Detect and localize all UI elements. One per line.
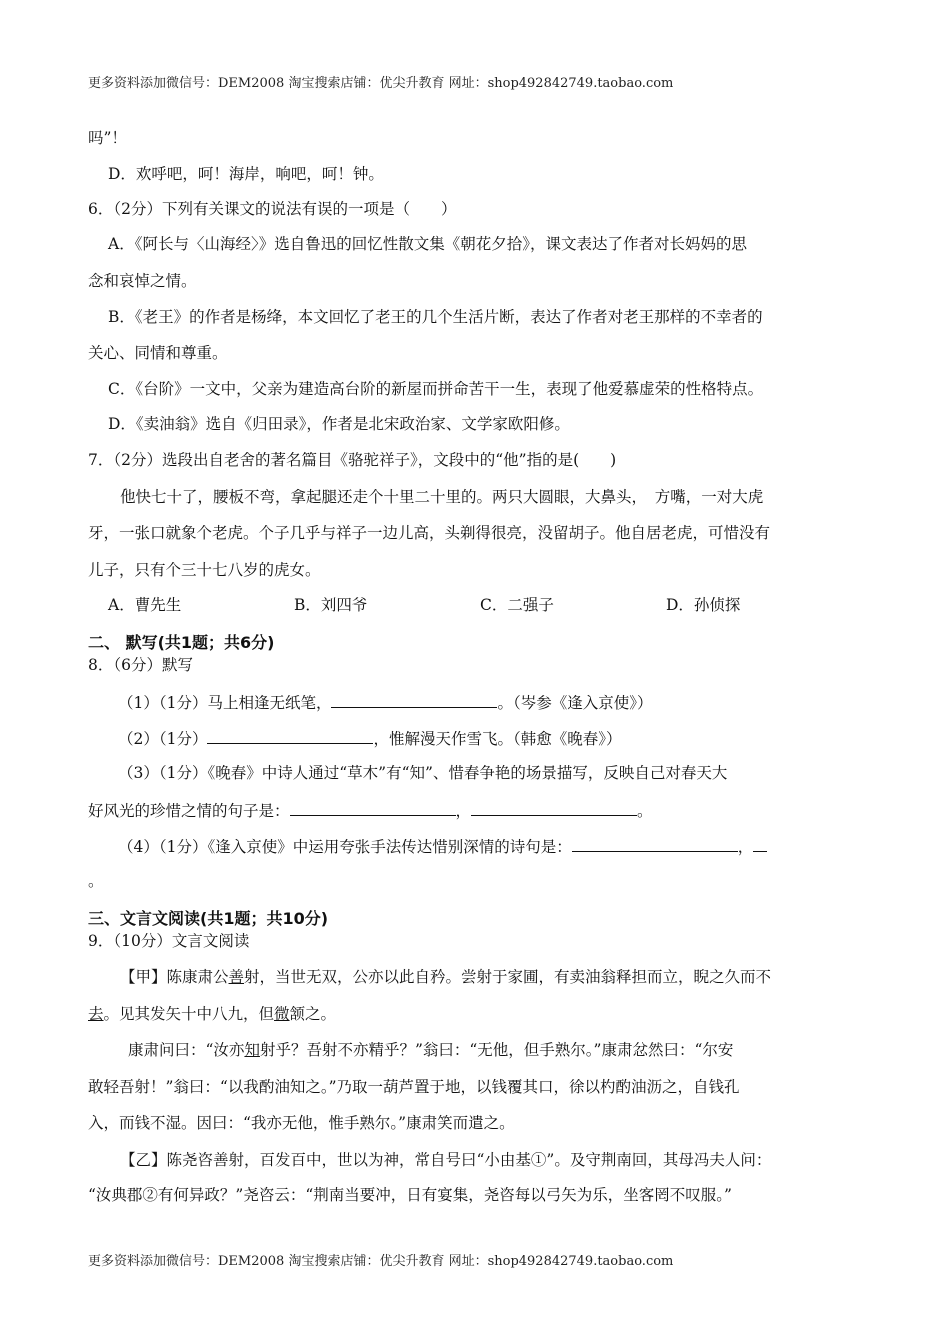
q8-item-2-suffix: ，惟解漫天作雪飞。（韩愈《晚春》） xyxy=(373,730,622,748)
jia-underlined-shan: 善 xyxy=(228,968,245,986)
q8-item-3-blank-2[interactable] xyxy=(471,799,637,816)
section-2-heading: 二、 默写(共1题；共6分) xyxy=(88,633,275,652)
yi-line2: “汝典郡②有何异政？”尧咨云：“荆南当要冲，日有宴集，尧咨每以弓矢为乐，坐客罔不叹服。” xyxy=(88,1186,732,1204)
q6-stem: 6．（2分）下列有关课文的说法有误的一项是（ ） xyxy=(88,200,457,218)
section-3-heading: 三、文言文阅读(共1题；共10分) xyxy=(88,909,329,928)
q8-item-3-prefix: 好风光的珍惜之情的句子是： xyxy=(88,802,290,820)
jia-line3-b: 射乎？吾射不亦精乎？”翁曰：“无他，但手熟尔。”康肃忿然曰：“尔安 xyxy=(259,1041,734,1059)
jia-line4: 敢轻吾射！”翁曰：“以我酌油知之。”乃取一葫芦置于地，以钱覆其口，徐以杓酌油沥之，自钱孔 xyxy=(88,1078,740,1096)
q6-option-d: D．《卖油翁》选自《归田录》，作者是北宋政治家、文学家欧阳修。 xyxy=(108,415,570,433)
q9-stem: 9．（10分）文言文阅读 xyxy=(88,932,250,950)
q7-passage-line3: 儿子，只有个三十七八岁的虎女。 xyxy=(88,561,321,579)
jia-line1 xyxy=(120,967,771,987)
jia-underlined-wei: 微 xyxy=(274,1005,290,1023)
q7-option-a: A．曹先生 xyxy=(108,596,182,614)
q8-item-3-suffix: 。 xyxy=(637,802,653,820)
q6-option-b-line2: 关心、同情和尊重。 xyxy=(88,344,228,362)
q8-item-4-blank-2[interactable] xyxy=(753,835,767,852)
q8-item-4-blank-1[interactable] xyxy=(572,835,738,852)
q7-stem: 7．（2分）选段出自老舍的著名篇目《骆驼祥子》，文段中的“他”指的是( ) xyxy=(88,451,617,469)
q6-option-a-line1: A．《阿长与〈山海经〉》选自鲁迅的回忆性散文集《朝花夕拾》，课文表达了作者对长妈妈的思 xyxy=(108,235,747,253)
q6-option-c: C．《台阶》一文中，父亲为建造高台阶的新屋而拼命苦干一生，表现了他爱慕虚荣的性格特点。 xyxy=(108,380,764,398)
jia-line1-b: 射，当世无双，公亦以此自矜。尝射于家圃，有卖油翁释担而立，睨之久而不 xyxy=(244,968,772,986)
q8-item-3-line1: （3）（1分）《晚春》中诗人通过“草木”有“知”、惜春争艳的场景描写，反映自己对春天大 xyxy=(118,764,728,782)
q8-item-2 xyxy=(118,727,622,749)
q8-item-4-prefix: （4）（1分）《逢入京使》中运用夸张手法传达惜别深情的诗句是： xyxy=(118,838,572,856)
q5-option-d: D．欢呼吧，呵！海岸，响吧，呵！钟。 xyxy=(108,165,384,183)
q8-item-1-suffix: 。（岑参《逢入京使》） xyxy=(497,694,653,712)
q7-option-b: B．刘四爷 xyxy=(294,596,368,614)
q7-option-c: C．二强子 xyxy=(480,596,554,614)
q7-passage-line1-rest: 快七十了，腰板不弯，拿起腿还走个十里二十里的。两只大圆眼，大鼻头， 方嘴，一对大虎 xyxy=(135,488,764,506)
jia-line2 xyxy=(88,1004,336,1024)
jia-line2-b: 颔之。 xyxy=(289,1005,337,1023)
q8-item-1 xyxy=(118,691,653,713)
q8-item-4-end: 。 xyxy=(88,872,104,890)
jia-line3-a: 康肃问曰：“汝亦 xyxy=(128,1041,245,1059)
q8-item-3-comma: ， xyxy=(455,802,472,820)
q7-options xyxy=(108,595,808,615)
q7-passage-line1 xyxy=(120,487,763,507)
page-footer: 更多资料添加微信号：DEM2008 淘宝搜索店铺：优尖升教育 网址：shop492842749.taobao.com xyxy=(88,1254,674,1269)
jia-line1-a: 【甲】陈康肃公 xyxy=(120,968,229,986)
q5-tail: 吗”！ xyxy=(88,129,127,147)
jia-line2-a: 。见其发矢十中八九，但 xyxy=(103,1005,275,1023)
q8-item-1-prefix: （1）（1分）马上相逢无纸笔， xyxy=(118,694,332,712)
q8-item-4-comma: ， xyxy=(737,838,754,856)
jia-underlined-qu: 去 xyxy=(88,1005,104,1023)
q8-item-4 xyxy=(118,835,767,857)
page-header: 更多资料添加微信号：DEM2008 淘宝搜索店铺：优尖升教育 网址：shop492842749.taobao.com xyxy=(88,76,674,91)
q7-passage-line2: 牙，一张口就象个老虎。个子几乎与祥子一边儿高，头剃得很亮，没留胡子。他自居老虎，可惜没有 xyxy=(88,524,771,542)
jia-line3 xyxy=(128,1040,733,1060)
q8-item-3-blank-1[interactable] xyxy=(290,799,456,816)
q8-item-1-blank[interactable] xyxy=(331,691,497,708)
q8-item-2-prefix: （2）（1分） xyxy=(118,730,208,748)
jia-line5: 入，而钱不湿。因曰：“我亦无他，惟手熟尔。”康肃笑而遣之。 xyxy=(88,1114,515,1132)
q6-option-a-line2: 念和哀悼之情。 xyxy=(88,272,197,290)
q6-option-b-line1: B．《老王》的作者是杨绛，本文回忆了老王的几个生活片断，表达了作者对老王那样的不幸者的 xyxy=(108,308,763,326)
q7-option-d: D．孙侦探 xyxy=(666,596,741,614)
yi-line1: 【乙】陈尧咨善射，百发百中，世以为神，常自号曰“小由基①”。及守荆南回，其母冯夫人问： xyxy=(120,1151,772,1169)
jia-underlined-zhi: 知 xyxy=(244,1041,260,1059)
q8-item-2-blank[interactable] xyxy=(207,727,373,744)
q8-item-3-line2 xyxy=(88,799,653,821)
q7-emphasized-word: 他 xyxy=(120,488,136,506)
q8-stem: 8．（6分）默写 xyxy=(88,656,193,674)
